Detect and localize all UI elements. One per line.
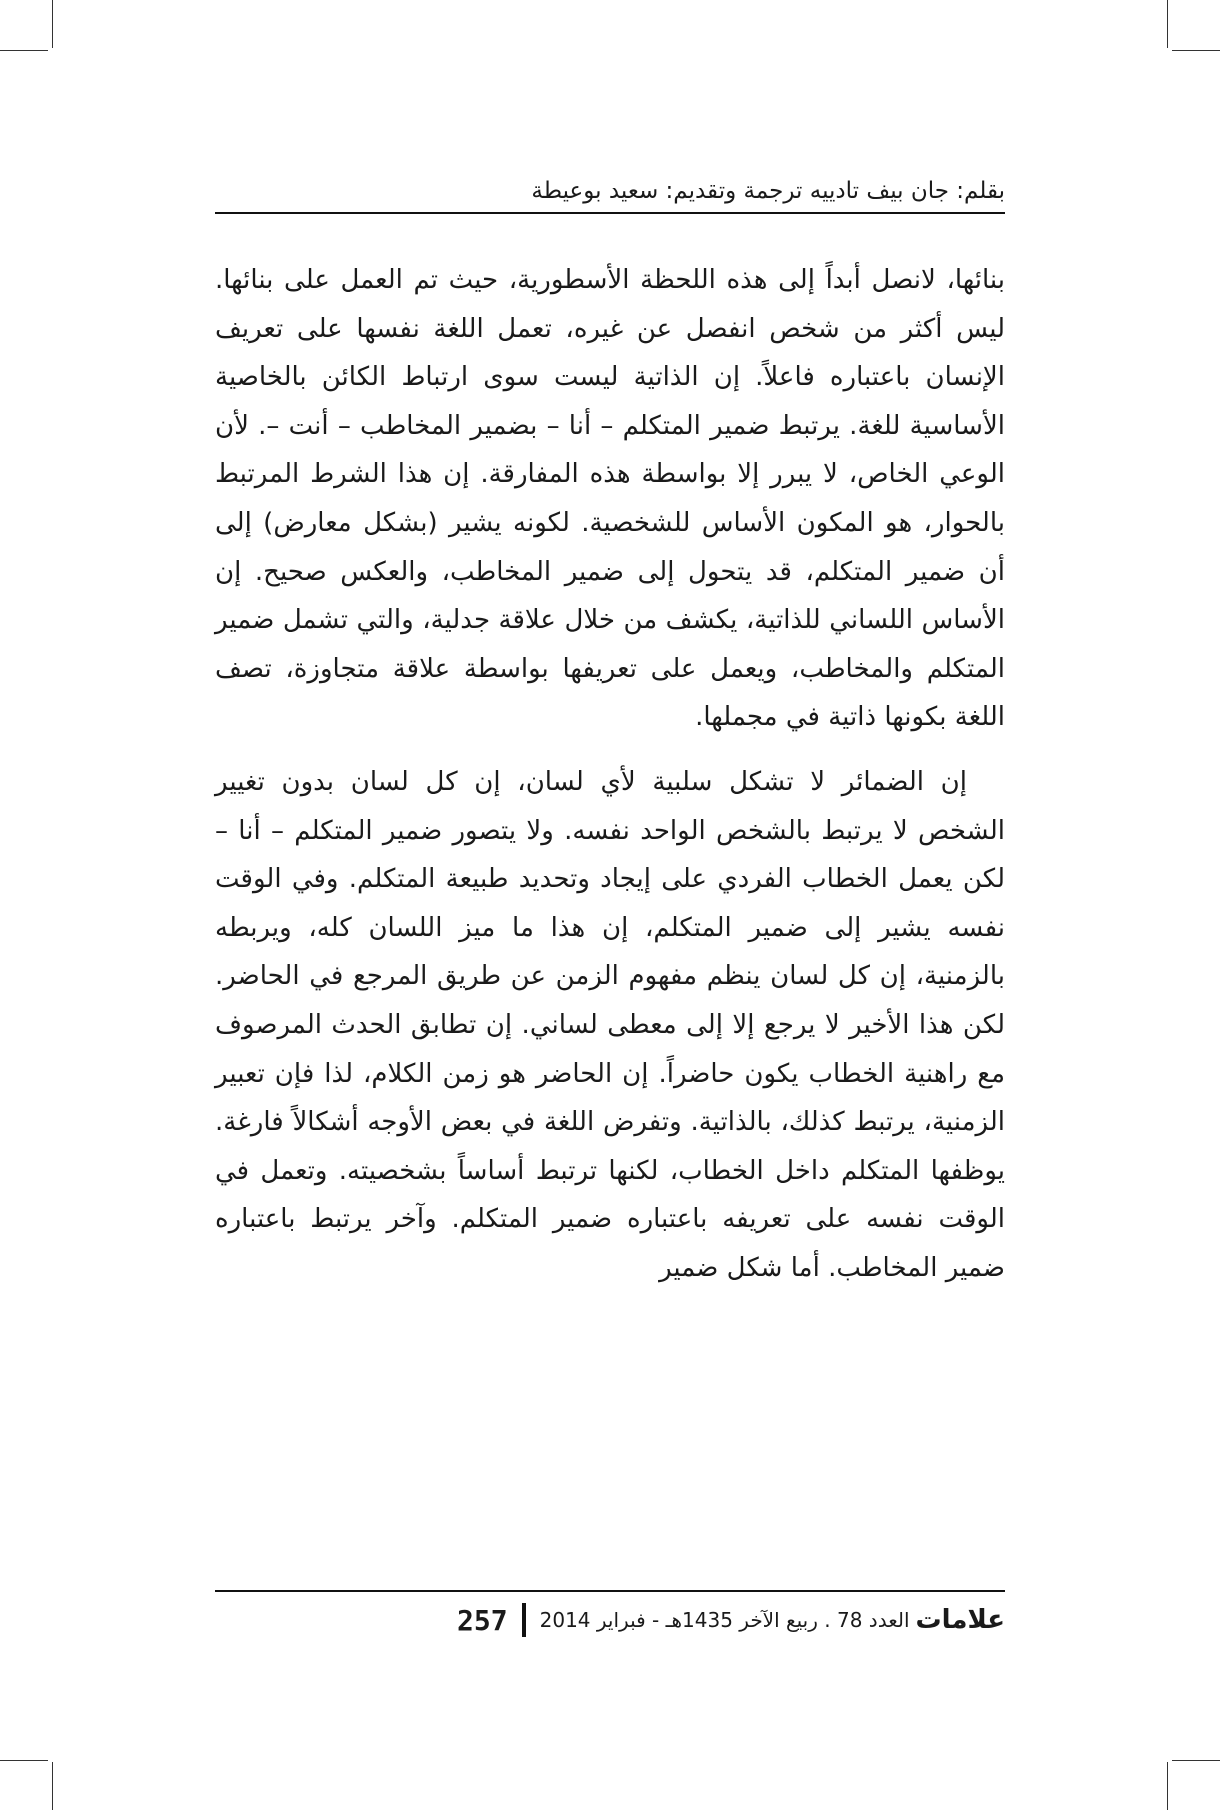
footer-divider	[522, 1603, 526, 1637]
crop-mark	[0, 1760, 48, 1761]
article-body	[215, 256, 1005, 1292]
crop-mark	[1172, 1760, 1220, 1761]
paragraph: إن الضمائر لا تشكل سلبية لأي لسان، إن كل لسان بدون تغيير الشخص لا يرتبط بالشخص الواحد نفسه. ولا يتصور ضمير المتكلم – أنا – لكن يعمل الخطاب الفردي على إيجاد وتحديد طبيعة المتكلم. وفي الوقت نفسه يشير إلى ضمير المتكلم، إن هذا ما ميز اللسان كله، ويربطه بالزمنية، إن كل لسان ينظم مفهوم الزمن عن طريق المرجع في الحاضر. لكن هذا الأخير لا يرجع إلا إلى معطى لساني. إن تطابق الحدث المرصوف مع راهنية الخطاب يكون حاضراً. إن الحاضر هو زمن الكلام، لذا فإن تعبير الزمنية، يرتبط كذلك، بالذاتية. وتفرض اللغة في بعض الأوجه أشكالاً فارغة. يوظفها المتكلم داخل الخطاب، لكنها ترتبط أساساً بشخصيته. وتعمل في الوقت نفسه على تعريفه باعتباره ضمير المتكلم. وآخر يرتبط باعتباره ضمير المخاطب. أما شكل ضمير	[215, 766, 1005, 1283]
page-number: 257	[457, 1603, 508, 1637]
crop-mark	[52, 1762, 53, 1810]
crop-mark	[0, 50, 48, 51]
crop-mark	[52, 0, 53, 48]
running-head: بقلم: جان بيف تادييه ترجمة وتقديم: سعيد بوعيطة	[215, 170, 1005, 214]
crop-mark	[1172, 50, 1220, 51]
crop-mark	[1167, 1762, 1168, 1810]
paragraph: بنائها، لانصل أبداً إلى هذه اللحظة الأسطورية، حيث تم العمل على بنائها. ليس أكثر من شخص انفصل عن غيره، تعمل اللغة نفسها على تعريف الإنسان باعتباره فاعلاً. إن الذاتية ليست سوى ارتباط الكائن بالخاصية الأساسية للغة. يرتبط ضمير المتكلم – أنا – بضمير المخاطب – أنت –. لأن الوعي الخاص، لا يبرر إلا بواسطة هذه المفارقة. إن هذا الشرط المرتبط بالحوار، هو المكون الأساس للشخصية. لكونه يشير (بشكل معارض) إلى أن ضمير المتكلم، قد يتحول إلى ضمير المخاطب، والعكس صحيح. إن الأساس اللساني للذاتية، يكشف من خلال علاقة جدلية، والتي تشمل ضمير المتكلم والمخاطب، ويعمل على تعريفها بواسطة علاقة متجاوزة، تصف اللغة بكونها ذاتية في مجملها.	[215, 265, 1005, 733]
issue-info: العدد 78 . ربيع الآخر 1435هـ - فبراير 2014	[539, 1608, 910, 1632]
journal-logo: علامات	[915, 1605, 1005, 1635]
page-footer	[215, 1590, 1005, 1648]
crop-mark	[1167, 0, 1168, 48]
book-page	[215, 170, 1005, 1650]
